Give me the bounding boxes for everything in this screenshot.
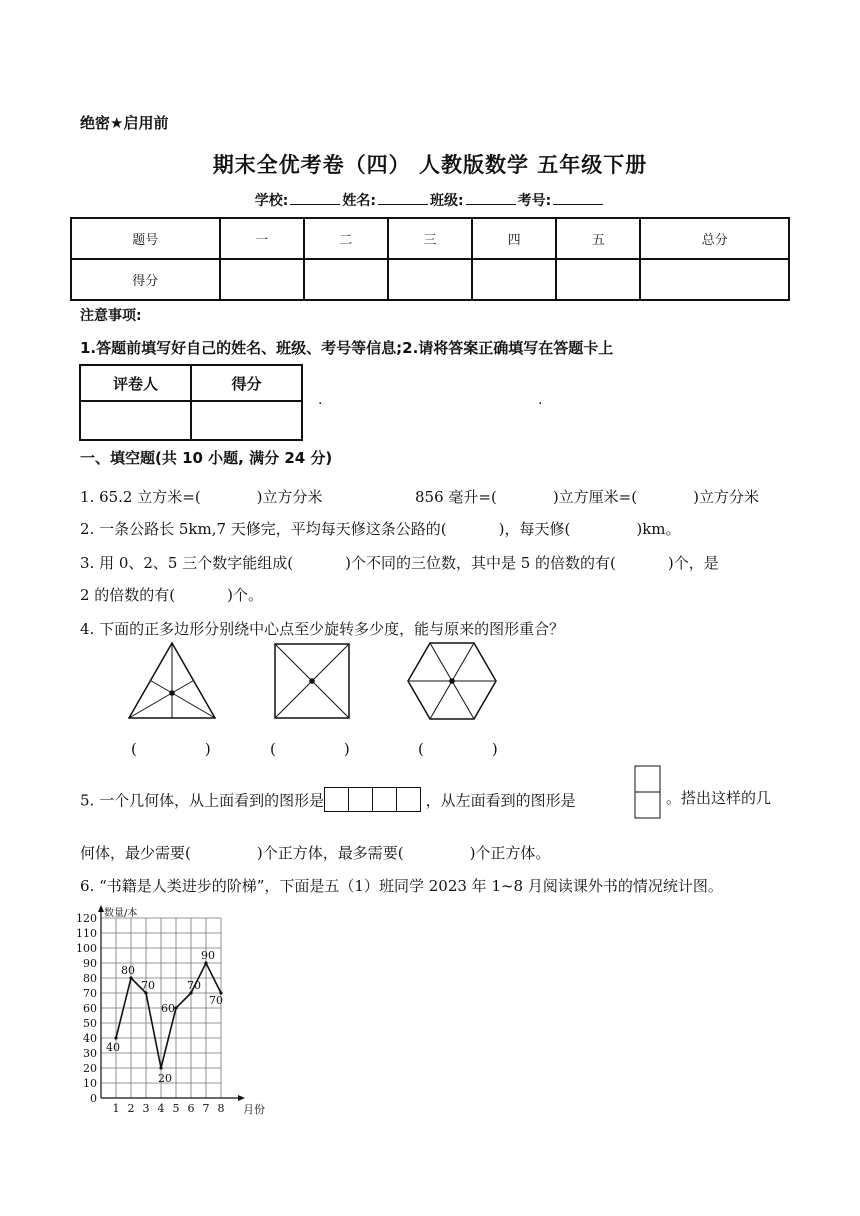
name-blank[interactable] <box>378 190 428 205</box>
y-tick-label: 70 <box>83 987 97 1000</box>
q5-text: )个正方体。 <box>469 844 551 862</box>
q3-text: )个，是 <box>667 554 719 572</box>
square-figure <box>272 641 354 721</box>
x-tick-label: 4 <box>157 1102 165 1115</box>
question-3-cont <box>80 584 263 605</box>
grader-header-cell: 评卷人 <box>80 365 191 401</box>
q4-answer-3[interactable] <box>418 740 498 758</box>
score-cell[interactable] <box>388 259 472 300</box>
school-label: 学校: <box>254 193 289 209</box>
question-5-tail: 。搭出这样的几 <box>666 789 772 807</box>
data-label: 80 <box>121 964 135 977</box>
paren-close: ) <box>491 740 498 758</box>
data-label: 20 <box>158 1072 172 1085</box>
y-tick-label: 110 <box>76 927 97 940</box>
score-table-header-row <box>71 218 789 259</box>
data-label: 40 <box>106 1041 120 1054</box>
q3-text: 3. 用 0、2、5 三个数字能组成( <box>80 554 294 572</box>
y-axis-label: 数量/本 <box>104 908 138 919</box>
q5-text: 5. 一个几何体，从上面看到的图形是 <box>80 791 325 810</box>
x-tick-label: 2 <box>127 1102 135 1115</box>
y-tick-label: 60 <box>83 1002 97 1015</box>
reading-line-chart <box>70 895 270 1120</box>
score-row-label: 得分 <box>71 259 220 300</box>
question-3 <box>80 552 785 573</box>
data-point <box>159 1066 162 1069</box>
data-point <box>114 1036 117 1039</box>
data-label: 70 <box>209 994 223 1007</box>
question-5 <box>80 787 576 816</box>
question-4: 4. 下面的正多边形分别绕中心点至少旋转多少度，能与原来的图形重合？ <box>80 620 565 638</box>
grader-header-row <box>80 365 302 401</box>
score-cell[interactable] <box>304 259 388 300</box>
left-view-figure <box>634 765 662 821</box>
school-blank[interactable] <box>290 190 340 205</box>
class-label: 班级: <box>430 193 464 209</box>
triangle-figure <box>125 640 225 722</box>
q1-text: )立方分米 <box>256 488 323 506</box>
dot-mark: · <box>538 396 543 412</box>
q5-text: )个正方体，最多需要( <box>256 844 404 862</box>
class-blank[interactable] <box>466 190 516 205</box>
grader-table <box>79 364 303 441</box>
score-table-score-row <box>71 259 789 300</box>
x-tick-label: 8 <box>217 1102 225 1115</box>
q1-text: 856 毫升=( <box>415 488 497 506</box>
x-tick-label: 1 <box>112 1102 120 1115</box>
hexagon-figure <box>405 640 499 722</box>
score-header-cell: 总分 <box>640 218 789 259</box>
paren-open: ( <box>270 740 276 758</box>
y-tick-label: 30 <box>83 1047 97 1060</box>
section-title: 一、填空题(共 10 小题, 满分 24 分) <box>80 449 333 467</box>
y-tick-label: 20 <box>83 1062 97 1075</box>
data-label: 60 <box>161 1002 175 1015</box>
score-header-cell: 一 <box>220 218 304 259</box>
score-header-cell: 五 <box>556 218 640 259</box>
score-header-cell: 二 <box>304 218 388 259</box>
q2-text: )km。 <box>636 520 681 538</box>
page-title: 期末全优考卷（四） 人教版数学 五年级下册 <box>212 153 648 177</box>
exam-no-blank[interactable] <box>553 190 603 205</box>
q3-text: 2 的倍数的有( <box>80 586 176 604</box>
y-tick-label: 90 <box>83 957 97 970</box>
score-cell[interactable] <box>640 259 789 300</box>
dot-mark: · <box>318 396 323 412</box>
q3-text: )个。 <box>227 586 264 604</box>
score-header-cell: 题号 <box>71 218 220 259</box>
score-header-cell: 三 <box>388 218 472 259</box>
x-axis-arrow <box>238 1095 245 1101</box>
score-cell[interactable] <box>472 259 556 300</box>
question-2 <box>80 518 681 539</box>
exam-no-label: 考号: <box>517 193 552 209</box>
y-tick-label: 10 <box>83 1077 97 1090</box>
data-label: 70 <box>141 979 155 992</box>
data-label: 90 <box>201 949 215 962</box>
y-tick-label: 0 <box>90 1092 97 1105</box>
student-info <box>0 190 860 210</box>
score-table <box>70 217 790 301</box>
question-1a <box>80 486 323 507</box>
x-tick-label: 6 <box>187 1102 195 1115</box>
y-tick-label: 80 <box>83 972 97 985</box>
paren-close: ) <box>204 740 211 758</box>
score-header-cell: 四 <box>472 218 556 259</box>
grader-cell[interactable] <box>191 401 302 440</box>
secret-label: 绝密★启用前 <box>80 114 169 132</box>
x-tick-label: 7 <box>202 1102 210 1115</box>
y-tick-label: 50 <box>83 1017 97 1030</box>
grader-header-cell: 得分 <box>191 365 302 401</box>
score-cell[interactable] <box>220 259 304 300</box>
question-6: 6. “书籍是人类进步的阶梯”，下面是五（1）班同学 2023 年 1~8 月阅读课外书的情况统计图。 <box>80 877 723 895</box>
q1-text: )立方厘米=( <box>552 488 638 506</box>
grader-cell[interactable] <box>80 401 191 440</box>
data-label: 70 <box>187 979 201 992</box>
q2-text: )，每天修( <box>498 520 571 538</box>
q5-text: ，从左面看到的图形是 <box>425 791 576 810</box>
paren-close: ) <box>343 740 350 758</box>
notice-heading: 注意事项: <box>80 308 142 324</box>
q2-text: 2. 一条公路长 5km,7 天修完，平均每天修这条公路的( <box>80 520 447 538</box>
name-label: 姓名: <box>342 193 376 209</box>
x-tick-label: 3 <box>142 1102 150 1115</box>
q4-answer-1[interactable] <box>131 740 211 758</box>
top-view-figure <box>325 787 421 816</box>
y-tick-label: 120 <box>76 912 97 925</box>
q5-text: 何体，最少需要( <box>80 844 191 862</box>
x-tick-label: 5 <box>172 1102 180 1115</box>
question-1b <box>415 486 759 507</box>
q3-text: )个不同的三位数，其中是 5 的倍数的有( <box>345 554 616 572</box>
score-cell[interactable] <box>556 259 640 300</box>
question-5-cont <box>80 842 550 863</box>
q1-text: )立方分米 <box>693 488 759 506</box>
paren-open: ( <box>131 740 137 758</box>
y-tick-label: 100 <box>76 942 97 955</box>
paren-open: ( <box>418 740 424 758</box>
q4-answer-2[interactable] <box>270 740 350 758</box>
grader-body-row <box>80 401 302 440</box>
notice-line: 1.答题前填写好自己的姓名、班级、考号等信息;2.请将答案正确填写在答题卡上 <box>80 339 614 357</box>
y-tick-label: 40 <box>83 1032 97 1045</box>
x-axis-label: 月份 <box>243 1103 265 1116</box>
q1-text: 1. 65.2 立方米=( <box>80 488 201 506</box>
